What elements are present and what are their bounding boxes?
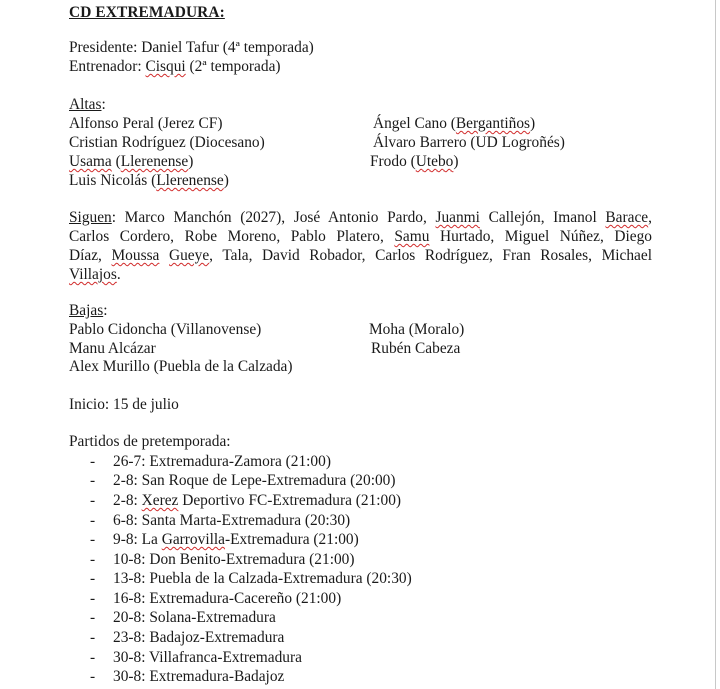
bullet-dash: - [90, 512, 96, 529]
siguen-line1-a: : Marco Manchón (2027), José Antonio Pardo, [111, 209, 436, 226]
bajas-label: Bajas [69, 302, 104, 319]
siguen-line1-e: , [648, 209, 652, 226]
match-xerez: Xerez [141, 492, 179, 509]
bullet-dash: - [90, 472, 96, 489]
entrenador-line [69, 57, 281, 76]
altas-angel: Ángel Cano ( [373, 115, 456, 132]
siguen-line-2 [69, 227, 652, 246]
altas-angel-close: ) [530, 115, 536, 132]
entrenador-prefix: Entrenador: [69, 58, 146, 75]
altas-colon: : [101, 96, 106, 113]
inicio-line: Inicio: 15 de julio [69, 396, 179, 413]
bullet-dash: - [90, 609, 96, 626]
altas-usama-close: ) [188, 153, 194, 170]
altas-usama: Usama [69, 153, 112, 170]
bullet-dash: - [90, 551, 96, 568]
altas-heading [69, 95, 106, 114]
altas-label: Altas [69, 96, 102, 113]
match-rest: -Extremadura (21:00) [224, 531, 359, 548]
siguen-line3-space [159, 247, 169, 264]
siguen-barace: Barace [605, 209, 649, 226]
altas-angel-club: Bergantiños [455, 115, 531, 132]
bullet-dash: - [90, 668, 96, 685]
altas-luis: Luis Nicolás ( [69, 172, 157, 189]
bullet-dash: - [90, 531, 96, 548]
altas-luis-club: Llerenense [156, 172, 224, 189]
altas-left-2: Cristian Rodríguez (Diocesano) [69, 134, 265, 151]
siguen-samu: Samu [394, 228, 430, 245]
match-text: 10-8: Don Benito-Extremadura (21:00) [113, 551, 355, 568]
altas-frodo: Frodo ( [370, 153, 416, 170]
match-text: 23-8: Badajoz-Extremadura [113, 629, 285, 646]
altas-right-1 [373, 114, 535, 133]
altas-left-3 [69, 152, 193, 171]
presidente-line: Presidente: Daniel Tafur (4ª temporada) [69, 39, 314, 56]
bajas-colon: : [103, 302, 108, 319]
bajas-right-2: Rubén Cabeza [371, 340, 461, 357]
siguen-villajos: Villajos [69, 266, 117, 283]
altas-frodo-close: ) [453, 153, 459, 170]
altas-left-4 [69, 171, 229, 190]
match-text: 30-8: Villafranca-Extremadura [113, 649, 302, 666]
match-text: 13-8: Puebla de la Calzada-Extremadura (20:30) [113, 570, 412, 587]
siguen-line2-a: Carlos Cordero, Robe Moreno, Pablo Platero, [69, 228, 395, 245]
altas-usama-club: Llerenense [120, 153, 189, 170]
bajas-heading [69, 301, 107, 320]
match-text: 30-8: Extremadura-Badajoz [113, 668, 285, 685]
bullet-dash: - [90, 649, 96, 666]
siguen-moussa: Moussa [111, 247, 160, 264]
siguen-juanmi: Juanmi [435, 209, 480, 226]
bullet-dash: - [90, 629, 96, 646]
altas-usama-open: ( [111, 153, 121, 170]
altas-frodo-club: Utebo [415, 153, 454, 170]
siguen-line2-c: Hurtado, Miguel Núñez, Diego [429, 228, 652, 245]
altas-left-1: Alfonso Peral (Jerez CF) [69, 115, 223, 132]
siguen-line-3 [69, 246, 652, 265]
entrenador-suffix: (2ª temporada) [185, 58, 281, 75]
bullet-dash: - [90, 590, 96, 607]
altas-right-2: Álvaro Barrero (UD Logroñés) [373, 134, 565, 151]
bullet-dash: - [90, 492, 96, 509]
match-garrovilla: Garrovilla [161, 531, 225, 548]
bajas-left-3: Alex Murillo (Puebla de la Calzada) [69, 358, 293, 375]
siguen-gueye: Gueye [169, 247, 210, 264]
bullet-dash: - [90, 570, 96, 587]
siguen-line1-c: Callejón, Imanol [479, 209, 606, 226]
siguen-label: Siguen [69, 209, 112, 226]
partidos-heading: Partidos de pretemporada: [69, 433, 231, 450]
altas-right-3 [370, 152, 459, 171]
siguen-period: . [116, 266, 121, 283]
siguen-line3-a: Díaz, [69, 247, 112, 264]
match-text: 26-7: Extremadura-Zamora (21:00) [113, 453, 331, 470]
bullet-dash: - [90, 453, 96, 470]
altas-luis-close: ) [223, 172, 229, 189]
match-text [113, 491, 401, 510]
match-date: 2-8: [113, 492, 142, 509]
siguen-line-4 [69, 265, 121, 284]
document-title: CD EXTREMADURA: [69, 4, 225, 21]
siguen-line-1 [69, 208, 652, 227]
match-text: 16-8: Extremadura-Cacereño (21:00) [113, 590, 342, 607]
match-text [113, 530, 359, 549]
match-date: 9-8: La [113, 531, 162, 548]
siguen-line3-e: , Tala, David Robador, Carlos Rodríguez, Fran Rosales, Michael [209, 247, 652, 264]
match-text: 6-8: Santa Marta-Extremadura (20:30) [113, 512, 351, 529]
match-text: 20-8: Solana-Extremadura [113, 609, 276, 626]
bajas-right-1: Moha (Moralo) [369, 321, 465, 338]
bajas-left-2: Manu Alcázar [69, 340, 156, 357]
match-rest: Deportivo FC-Extremadura (21:00) [178, 492, 402, 509]
bajas-left-1: Pablo Cidoncha (Villanovense) [69, 321, 262, 338]
entrenador-name: Cisqui [145, 58, 186, 75]
match-text: 2-8: San Roque de Lepe-Extremadura (20:00) [113, 472, 396, 489]
